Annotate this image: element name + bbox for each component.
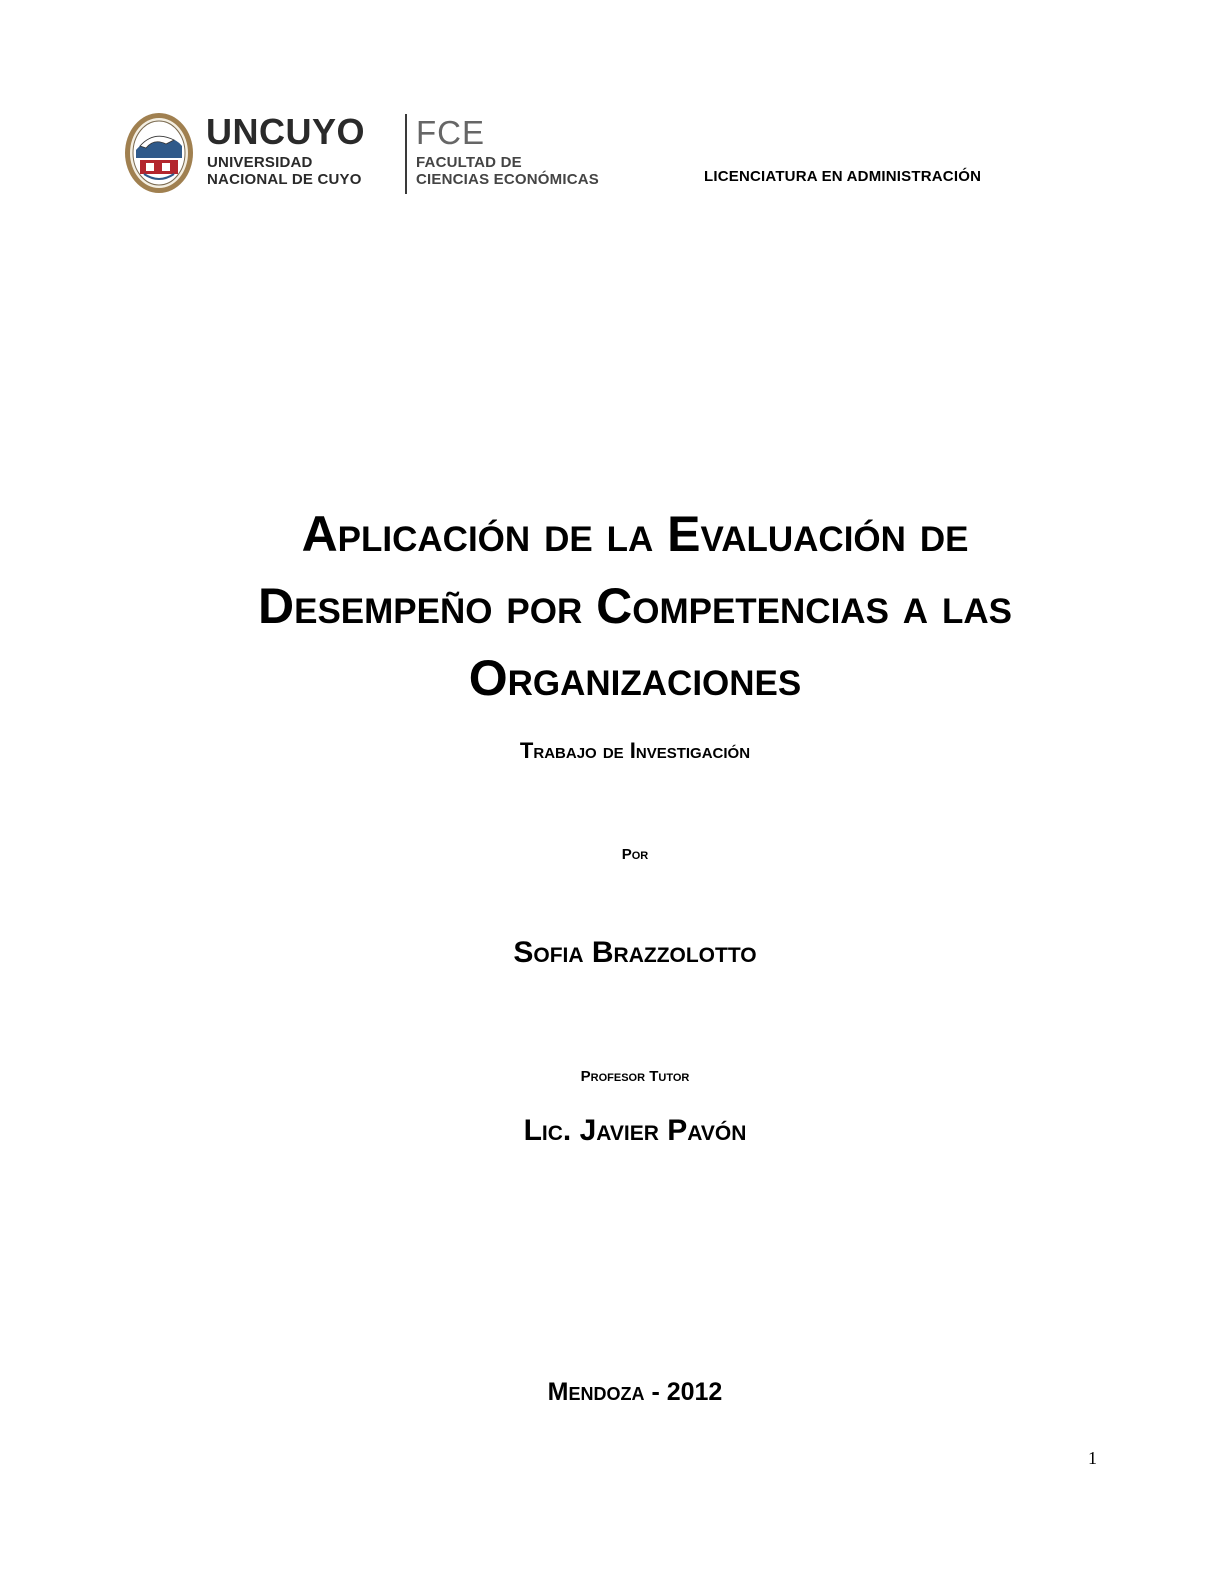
page-number: 1 — [1088, 1448, 1097, 1468]
faculty-acronym: FCE — [416, 114, 485, 151]
document-title — [120, 498, 1150, 714]
university-seal-icon — [124, 112, 194, 194]
tutor-name: Lic. Javier Pavón — [523, 1114, 747, 1147]
place-and-year: Mendoza - 2012 — [547, 1378, 723, 1406]
logo-divider — [405, 114, 407, 194]
by-label: Por — [621, 846, 649, 863]
title-line: Desempeño por Competencias a las — [258, 578, 1012, 634]
title-line: Aplicación de la Evaluación de — [301, 506, 969, 562]
university-name: UNCUYO — [206, 111, 366, 152]
institution-logo — [124, 112, 624, 196]
title-line: Organizaciones — [468, 650, 802, 706]
tutor-label: Profesor Tutor — [580, 1068, 690, 1085]
university-subtitle: UNIVERSIDAD NACIONAL DE CUYO — [207, 154, 362, 188]
faculty-subtitle: FACULTAD DE CIENCIAS ECONÓMICAS — [416, 154, 599, 188]
program-name: LICENCIATURA EN ADMINISTRACIÓN — [704, 168, 982, 185]
document-subtitle: Trabajo de Investigación — [519, 738, 751, 763]
author-name: Sofia Brazzolotto — [513, 936, 757, 969]
